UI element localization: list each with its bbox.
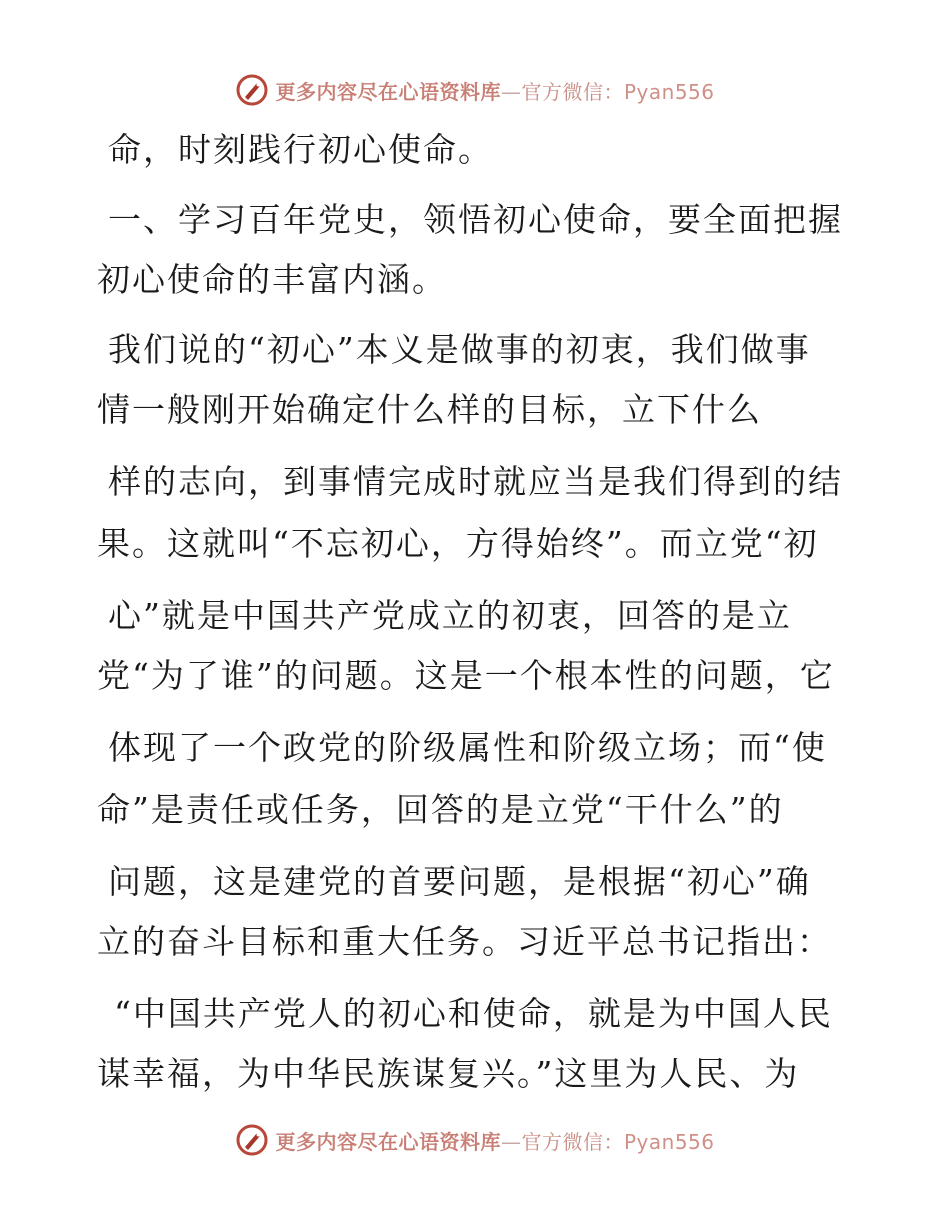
watermark-brand: 更多内容尽在心语资料库 [275,1129,501,1154]
text-line: “中国共产党人的初心和使命，就是为中国人民 [114,994,833,1033]
text-line: 体现了一个政党的阶级属性和阶级立场；而“使 [108,728,827,767]
text-line: 命”是责任或任务，回答的是立党“干什么”的 [97,790,784,829]
text-line: 我们说的“初心”本义是做事的初衷，我们做事 [108,330,811,369]
text-line: 党“为了谁”的问题。这是一个根本性的问题，它 [97,656,835,695]
watermark-separator: — [500,1129,522,1154]
watermark-text [275,1126,714,1155]
watermark-separator: — [500,79,522,104]
watermark-brand: 更多内容尽在心语资料库 [275,79,501,104]
text-line: 问题，这是建党的首要问题，是根据“初心”确 [108,862,811,901]
text-line: 立的奋斗目标和重大任务。习近平总书记指出： [97,922,832,961]
text-line: 样的志向，到事情完成时就应当是我们得到的结 [108,462,843,501]
text-line: 命，时刻践行初心使命。 [108,130,493,169]
watermark-channel: 官方微信： [521,79,624,104]
watermark-handle: Pyan556 [623,1129,715,1154]
text-line: 谋幸福，为中华民族谋复兴。”这里为人民、为 [97,1054,800,1093]
text-line: 情一般刚开始确定什么样的目标，立下什么 [97,390,762,429]
footer-watermark [0,1120,950,1160]
text-line: 心”就是中国共产党成立的初衷，回答的是立 [108,596,792,635]
watermark-channel: 官方微信： [521,1129,624,1154]
text-line: 果。这就叫“不忘初心，方得始终”。而立党“初 [97,524,819,563]
text-line: 一、学习百年党史，领悟初心使命，要全面把握 [108,200,843,239]
text-line: 初心使命的丰富内涵。 [97,260,447,299]
fountain-pen-circle-icon [235,1123,269,1157]
watermark-handle: Pyan556 [623,79,715,104]
